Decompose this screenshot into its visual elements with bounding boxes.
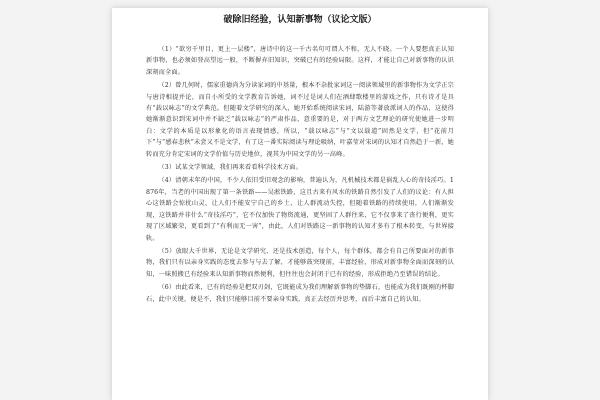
paragraph-4: （4）清朝末年的中国，不少人依旧受旧观念的影响，普遍认为，凡机械技术都是祸乱人心的奇技淫巧。1876年，当老的中国出现了第一条铁路——吴淞铁路，这且古来有风水的铁路自然引发了人们的议论：有人担心这铁路会惊扰山灵，让人们不能安宁自己的乡土，让人群流动失控，但随着铁路的持续使用，人们渐渐发现，这铁路并非什么“奇技淫巧”，它不仅加快了物资流通，更坚固了人群往来，它不仅事来了丧行便利，更实现了区域繁荣，更看到了“有利而无一害”，由此，人们对铁路这一新事物的认知才多有了根本转变，与世界接轨。 [146, 177, 454, 242]
paragraph-2: （2）曾几何时，儒家重德尚为分读家词的中基量，根本不杂批家词这一阅读领域里的新事物作为文学正宗与唐诗相提并论，而自小所受的文学教育告诉她，词不过是词人们在酒肆歌楼里的游戏之作，只有诗才是具有“载以咏志”的文学典范。但随着文学研究的深入，她开始系统阅读宋词，陆游等著放派词人的作品，这使得她渐渐意识到宋词中并不缺乏“载以咏志”的严肃作品，意重要的是，对于两方文艺理论的研究使她进一步明白：文学的本质是以形象化的语言表现情感，所以，“载以咏志”与“文以载道”固然是文学，但“花前月下”与“感春悲秋”未尝又不是文学，有了这一番实际阅读与理论吸纳，叶嘉莹对宋词的认知才自然趋于一新，她转而充分肯定宋词的文学价值与历史地位，视其为中国文学的另一高峰。 [146, 82, 454, 158]
paragraph-5: （5）放眼大千世界，无论是文学研究，还是技术创造，每个人，每个群体，都会有自己所要面对的新事物，我们只有以亲身实践的态度去参与与去了解，才能够鼓突现前，丰富经验，形成对新事物全面而深刻的认知，一味照搬已有经验来认知新事物而然便利，但往往也会封闭于已有的经验，形成拒绝乃至错误的结论。 [146, 247, 454, 278]
paragraph-1: （1）“欲穷千里目，更上一层楼”，唐诗中的这一千古名句可谓人不和，无人不晓。一个人要想真正认知新事物，也必须如登高望远一般，不断摒弃旧知识，突破已有的经验局限。这样，才能让自己对新事物的认识深刻而全面。 [146, 46, 454, 76]
paragraph-6: （6）由此看来，已有的经验是把双刃剑，它既能成为我们理解新事物的垫脚石，也能成为我们既刚的杯脚石，此中关键，便是不，我们只能够目前不要亲身实践，真正去经历并思考，而后丰富自己的认知。 [146, 284, 454, 303]
document-title: 破除旧经验，认知新事物（议论文版） [223, 15, 377, 25]
paragraph-3: （3）试某文学领域，我们再来看看科学技术方面。 [158, 164, 302, 172]
document-page [112, 8, 488, 400]
